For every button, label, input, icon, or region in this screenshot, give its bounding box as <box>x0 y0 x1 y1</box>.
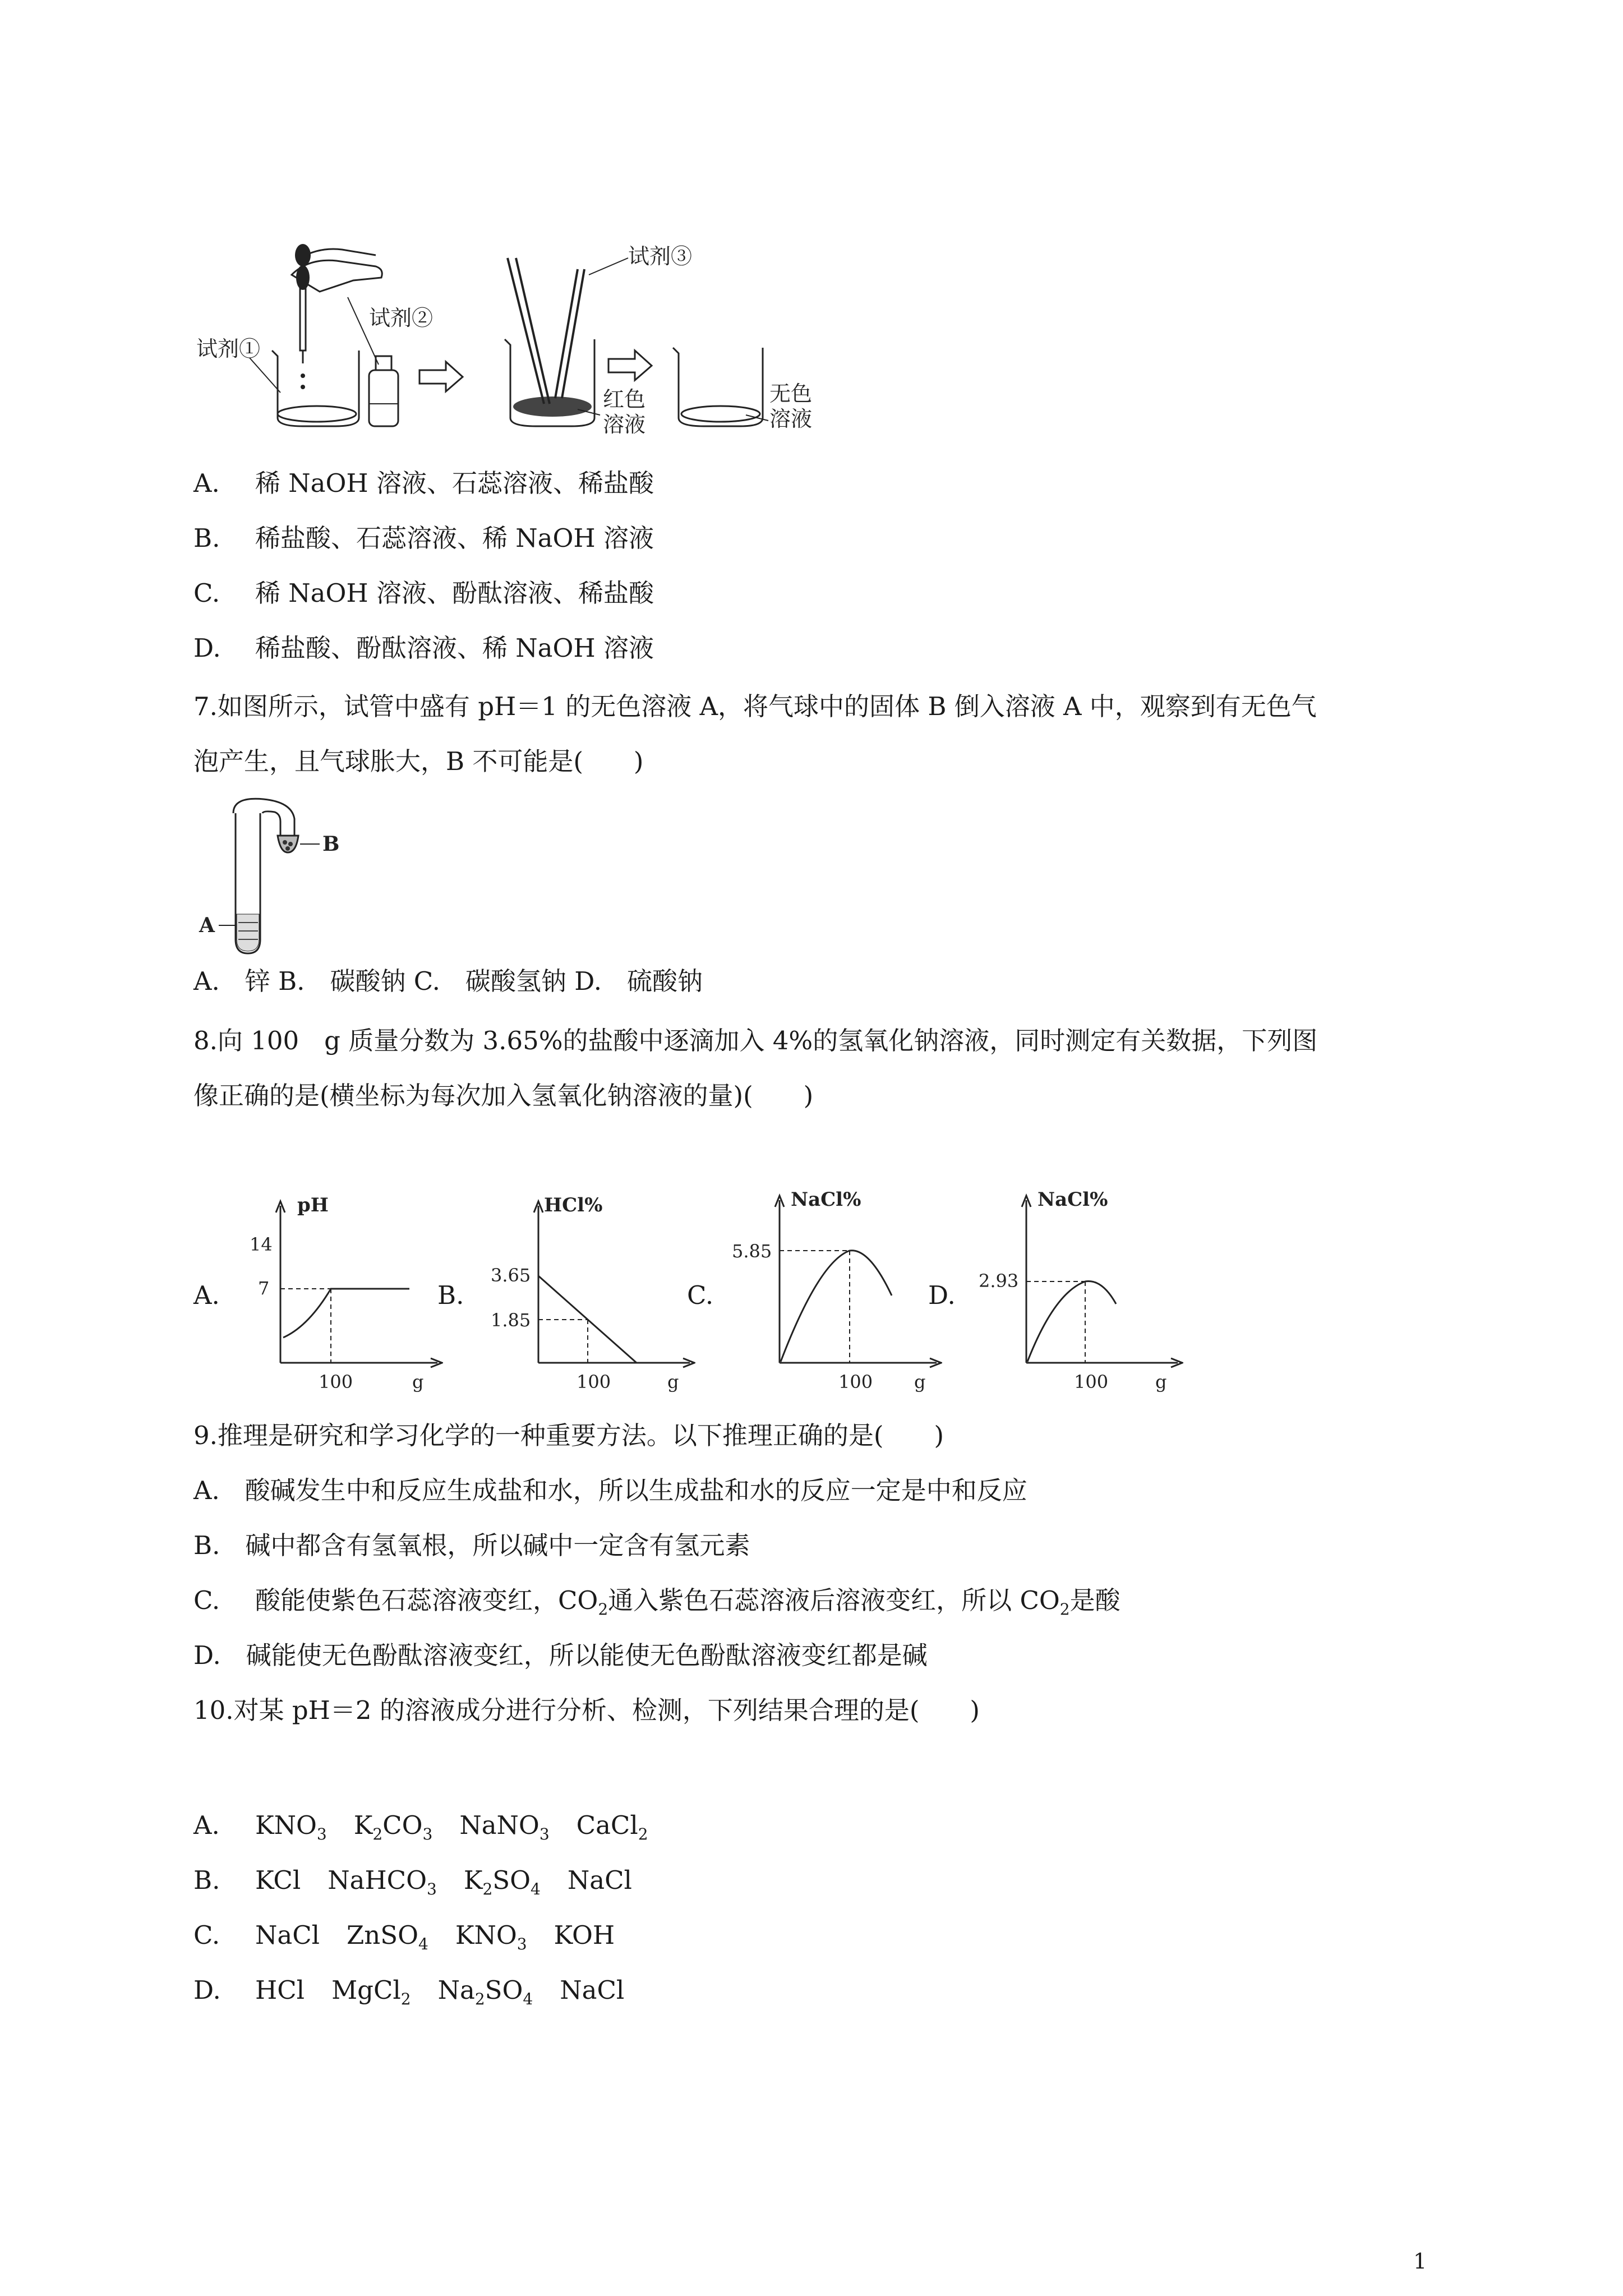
option-text-part: 酸能使紫色石蕊溶液变红，CO <box>255 1585 598 1615</box>
formula: KCl <box>255 1865 301 1895</box>
graph-b-ytick-185: 1.85 <box>491 1310 531 1331</box>
subscript: 2 <box>598 1600 608 1619</box>
page-number: 1 <box>1413 2249 1427 2274</box>
q9-option-a: A. 酸碱发生中和反应生成盐和水，所以生成盐和水的反应一定是中和反应 <box>193 1476 1027 1505</box>
option-text: 稀 NaOH 溶液、石蕊溶液、稀盐酸 <box>255 468 654 498</box>
formula: MgCl <box>331 1975 401 2005</box>
formula: CaCl <box>576 1810 638 1840</box>
option-text: 稀盐酸、石蕊溶液、稀 NaOH 溶液 <box>255 523 654 553</box>
formula: SO <box>492 1865 531 1895</box>
graph-a-ytick-14: 14 <box>250 1234 273 1255</box>
option-label: C. <box>193 1585 220 1615</box>
q10-option-d <box>193 1974 624 2007</box>
q10-option-c <box>193 1919 615 1952</box>
option-text-part: 通入紫色石蕊溶液后溶液变红，所以 CO <box>608 1585 1060 1615</box>
graph-c-xunit: g <box>914 1371 926 1393</box>
q7-options: A. 锌 B. 碳酸钠 C. 碳酸氢钠 D. 硫酸钠 <box>193 966 703 996</box>
subscript: 3 <box>316 1825 327 1843</box>
option-label: C. <box>193 578 220 608</box>
q10-stem: 10.对某 pH＝2 的溶液成分进行分析、检测，下列结果合理的是( ) <box>193 1695 980 1725</box>
formula: NaNO <box>459 1810 540 1840</box>
q7-stem-line1: 7.如图所示，试管中盛有 pH＝1 的无色溶液 A，将气球中的固体 B 倒入溶液 A 中，观察到有无色气 <box>193 691 1317 721</box>
q8-graph-a <box>241 1189 443 1402</box>
formula: HCl <box>255 1975 305 2005</box>
graph-a-ytick-7: 7 <box>258 1278 270 1299</box>
subscript: 2 <box>474 1990 485 2008</box>
graph-a-ylabel: pH <box>297 1194 329 1216</box>
red-solution-label-1: 红色 <box>603 387 646 412</box>
subscript: 2 <box>482 1880 493 1898</box>
graph-a-xtick: 100 <box>319 1371 353 1393</box>
subscript: 2 <box>372 1825 383 1843</box>
q10-option-a <box>193 1809 648 1842</box>
q7-label-a: A <box>199 914 215 937</box>
option-text-part: 是酸 <box>1069 1585 1121 1615</box>
formula: CO <box>382 1810 423 1840</box>
graph-b-ytick-365: 3.65 <box>491 1265 531 1286</box>
formula: NaCl <box>560 1975 625 2005</box>
graph-b-ylabel: HCl% <box>544 1194 603 1216</box>
graph-d-xtick: 100 <box>1074 1371 1109 1393</box>
option-label: B. <box>193 523 220 553</box>
graph-d-ytick-293: 2.93 <box>979 1270 1019 1292</box>
q8-graph-c <box>729 1183 942 1402</box>
formula: NaCl <box>567 1865 632 1895</box>
subscript: 2 <box>638 1825 648 1843</box>
graph-d-xunit: g <box>1155 1371 1167 1393</box>
q8-graph-b-label: B. <box>437 1280 464 1310</box>
q6-option-c <box>193 577 654 610</box>
subscript: 3 <box>539 1825 550 1843</box>
q9-option-d: D. 碱能使无色酚酞溶液变红，所以能使无色酚酞溶液变红都是碱 <box>193 1640 928 1670</box>
colorless-solution-label-2: 溶液 <box>769 407 813 431</box>
reagent2-label: 试剂② <box>369 306 434 330</box>
q6-option-d <box>193 631 654 665</box>
graph-b-xunit: g <box>667 1371 679 1393</box>
q8-graph-b <box>482 1189 695 1402</box>
q6-option-a <box>193 467 654 500</box>
formula: Na <box>437 1975 475 2005</box>
q6-option-b <box>193 522 654 555</box>
graph-d-ylabel: NaCl% <box>1038 1188 1108 1211</box>
formula: K <box>353 1810 373 1840</box>
q8-graph-c-label: C. <box>687 1280 714 1310</box>
red-solution-label-2: 溶液 <box>603 412 646 437</box>
graph-c-ytick-585: 5.85 <box>732 1241 772 1262</box>
q8-stem-line1: 8.向 100 g 质量分数为 3.65%的盐酸中逐滴加入 4%的氢氧化钠溶液，同时测定有关数据，下列图 <box>193 1026 1318 1055</box>
q8-graph-d <box>970 1183 1183 1402</box>
formula: KNO <box>455 1920 517 1950</box>
option-label: B. <box>193 1865 220 1895</box>
q8-graph-a-label: A. <box>193 1280 220 1310</box>
option-label: A. <box>193 1810 220 1840</box>
subscript: 2 <box>1059 1600 1070 1619</box>
formula: NaHCO <box>328 1865 427 1895</box>
colorless-solution-label-1: 无色 <box>769 381 813 406</box>
formula: KOH <box>554 1920 615 1950</box>
formula: KNO <box>255 1810 317 1840</box>
subscript: 4 <box>418 1935 428 1953</box>
q10-option-b <box>193 1864 632 1897</box>
option-label: D. <box>193 633 221 663</box>
reagent3-label: 试剂③ <box>628 244 693 269</box>
formula: SO <box>485 1975 523 2005</box>
formula: K <box>463 1865 483 1895</box>
subscript: 2 <box>400 1990 411 2008</box>
graph-c-xtick: 100 <box>838 1371 873 1393</box>
q7-label-b: B <box>322 832 340 856</box>
subscript: 3 <box>422 1825 433 1843</box>
option-label: C. <box>193 1920 220 1950</box>
subscript: 3 <box>427 1880 437 1898</box>
subscript: 3 <box>517 1935 527 1953</box>
graph-c-ylabel: NaCl% <box>791 1188 861 1211</box>
q9-option-b: B. 碱中都含有氢氧根，所以碱中一定含有氢元素 <box>193 1530 750 1560</box>
subscript: 4 <box>523 1990 533 2008</box>
q8-stem-line2: 像正确的是(横坐标为每次加入氢氧化钠溶液的量)( ) <box>193 1081 814 1110</box>
option-text: 稀 NaOH 溶液、酚酞溶液、稀盐酸 <box>255 578 654 608</box>
q9-option-c <box>193 1584 1121 1617</box>
q6-figure <box>191 236 841 449</box>
formula: ZnSO <box>347 1920 418 1950</box>
q7-figure <box>196 796 365 959</box>
formula: NaCl <box>255 1920 320 1950</box>
graph-a-xunit: g <box>412 1371 424 1393</box>
subscript: 4 <box>531 1880 541 1898</box>
option-label: A. <box>193 468 220 498</box>
reagent1-label: 试剂① <box>196 336 261 361</box>
option-text: 稀盐酸、酚酞溶液、稀 NaOH 溶液 <box>255 633 654 663</box>
q9-stem: 9.推理是研究和学习化学的一种重要方法。以下推理正确的是( ) <box>193 1421 944 1450</box>
option-label: D. <box>193 1975 221 2005</box>
q8-graph-d-label: D. <box>928 1280 956 1310</box>
graph-b-xtick: 100 <box>577 1371 611 1393</box>
q7-stem-line2: 泡产生，且气球胀大，B 不可能是( ) <box>193 746 644 776</box>
